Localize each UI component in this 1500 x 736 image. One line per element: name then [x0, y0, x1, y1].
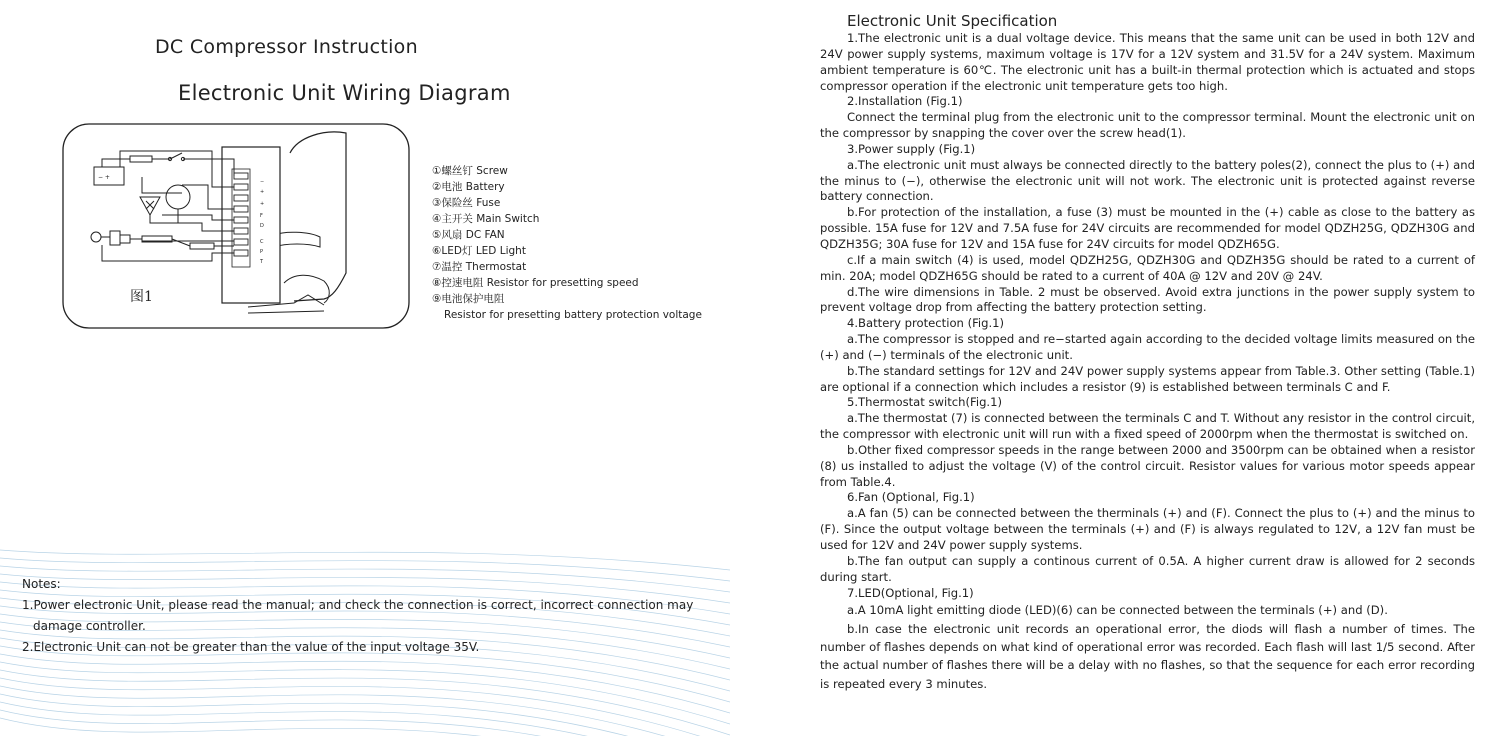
spec-paragraph: a.The electronic unit must always be connected directly to the battery poles(2), connect the plus to (+) and the minus to (−), otherwise the electronic unit will not work. The electronic unit is protected against reverse battery connection.: [820, 157, 1475, 204]
wave-line: [0, 710, 730, 736]
svg-text:+: +: [260, 201, 265, 207]
legend-item-fuse: ③保险丝 Fuse: [432, 197, 501, 209]
wave-line: [0, 678, 730, 736]
spec-heading: 4.Battery protection (Fig.1): [847, 316, 1005, 331]
legend-item-thermostat: ⑦温控 Thermostat: [432, 261, 527, 273]
spec-heading: 7.LED(Optional, Fig.1): [847, 585, 974, 600]
legend-item-led-light: ⑥LED灯 LED Light: [432, 245, 526, 257]
wave-line: [0, 718, 730, 736]
legend-item-dc-fan: ⑤风扇 DC FAN: [432, 229, 505, 241]
wave-line: [0, 702, 730, 736]
spec-paragraph: d.The wire dimensions in Table. 2 must be observed. Avoid extra junctions in the power supply system to prevent voltage drop from affecting the battery protection setting.: [820, 284, 1475, 315]
spec-paragraph: c.If a main switch (4) is used, model QDZH25G, QDZH30G and QDZH35G should be rated to a current of min. 20A; model QDZH65G should be rated to a current of 40A @ 12V and 20V @ 24V.: [820, 252, 1475, 283]
spec-heading: 6.Fan (Optional, Fig.1): [847, 490, 975, 505]
spec-paragraph: a.A 10mA light emitting diode (LED)(6) can be connected between the terminals (+) and (D).: [847, 603, 1388, 618]
note-item-continued: damage controller.: [33, 619, 146, 633]
spec-heading: 5.Thermostat switch(Fig.1): [847, 395, 1003, 410]
spec-paragraph: b.Other fixed compressor speeds in the range between 2000 and 3500rpm can be obtained when a resistor (8) us installed to adjust the voltage (V) of the control circuit. Resistor values for various motor speeds appear from Table.4.: [820, 442, 1475, 489]
note-item: 2.Electronic Unit can not be greater than the value of the input voltage 35V.: [22, 640, 480, 654]
spec-heading: 3.Power supply (Fig.1): [847, 141, 976, 156]
spec-heading: 2.Installation (Fig.1): [847, 94, 963, 109]
wave-line: [0, 550, 730, 570]
svg-text:+: +: [260, 189, 265, 195]
notes-section: [22, 574, 693, 658]
legend-item-battery-protection-resistor: ⑨电池保护电阻: [432, 293, 505, 305]
svg-text:D: D: [260, 223, 264, 229]
legend-item-battery: ②电池 Battery: [432, 181, 505, 193]
specification-section: [820, 12, 1475, 693]
wave-line: [0, 670, 730, 735]
notes-title: Notes:: [22, 577, 61, 591]
spec-paragraph: b.For protection of the installation, a fuse (3) must be mounted in the (+) cable as close to the battery as possible. 15A fuse for 12V and 7.5A fuse for 24V circuits are recommended for model QDZH25G, QDZH30G and QDZH35G; 30A fuse for 12V and 15A fuse for 24V circuits for model QDZH65G.: [820, 205, 1475, 251]
wave-line: [0, 654, 730, 713]
svg-text:− +: − +: [98, 174, 110, 181]
spec-paragraph: b.The fan output can supply a continous current of 0.5A. A higher current draw is allowed for 2 seconds during start.: [820, 553, 1475, 584]
note-item: 1.Power electronic Unit, please read the manual; and check the connection is correct, incorrect connection may: [22, 598, 694, 612]
document-title: DC Compressor Instruction: [155, 36, 418, 58]
legend-item-screw: ①螺丝钉 Screw: [432, 165, 508, 177]
spec-paragraph: 1.The electronic unit is a dual voltage device. This means that the same unit can be used in both 12V and 24V power supply systems, maximum voltage is 17V for a 12V system and 31.5V for a 24V system. Maximum ambient temperature is 60℃. The electronic unit has a built-in thermal protection which is actuated and stops compressor operation if the electronic unit temperature gets too high.: [820, 31, 1475, 93]
spec-paragraph: a.A fan (5) can be connected between the therminals (+) and (F). Connect the plus to (+) and the minus to (F). Since the output voltage between the terminals (+) and (F) is always regulated to 12V, a 12V fan must be used for 12V and 24V power supply systems.: [820, 506, 1475, 552]
legend-item-battery-protection-resistor-en: Resistor for presetting battery protection voltage: [444, 309, 702, 321]
diagram-title: Electronic Unit Wiring Diagram: [178, 81, 511, 105]
figure-label: 图1: [130, 289, 153, 305]
spec-paragraph: a.The compressor is stopped and re−started again according to the decided voltage limits measured on the (+) and (−) terminals of the electronic unit.: [820, 332, 1475, 362]
spec-paragraph: a.The thermostat (7) is connected between the terminals C and T. Without any resistor in the control circuit, the compressor with electronic unit will run with a fixed speed of 2000rpm when the thermostat is switched on.: [820, 411, 1475, 442]
spec-paragraph: Connect the terminal plug from the electronic unit to the compressor terminal. Mount the electronic unit on the compressor by snapping the cover over the screw head(1).: [820, 110, 1475, 141]
diagram-legend: [432, 163, 702, 323]
svg-text:−: −: [260, 179, 265, 185]
legend-item-speed-resistor: ⑧控速电阻 Resistor for presetting speed: [432, 277, 639, 289]
svg-text:C: C: [260, 239, 264, 245]
svg-text:T: T: [260, 259, 264, 265]
svg-text:F: F: [260, 213, 263, 219]
electronic-unit: [222, 147, 280, 303]
svg-text:P: P: [260, 249, 264, 255]
specification-title: Electronic Unit Specification: [847, 12, 1058, 30]
spec-paragraph: b.The standard settings for 12V and 24V power supply systems appear from Table.3. Other setting (Table.1) are optional if a connection which includes a resistor (9) is established between terminals C and F.: [820, 363, 1475, 394]
spec-paragraph: b.In case the electronic unit records an operational error, the diods will flash a number of times. The number of flashes depends on what kind of operational error was recorded. Each flash will last 1/5 second. After the actual number of flashes there will be a delay with no flashes, so that the sequence for each error recording is repeated every 3 minutes.: [820, 621, 1475, 691]
wiring-diagram: [62, 123, 410, 329]
legend-item-main-switch: ④主开关 Main Switch: [432, 213, 540, 225]
